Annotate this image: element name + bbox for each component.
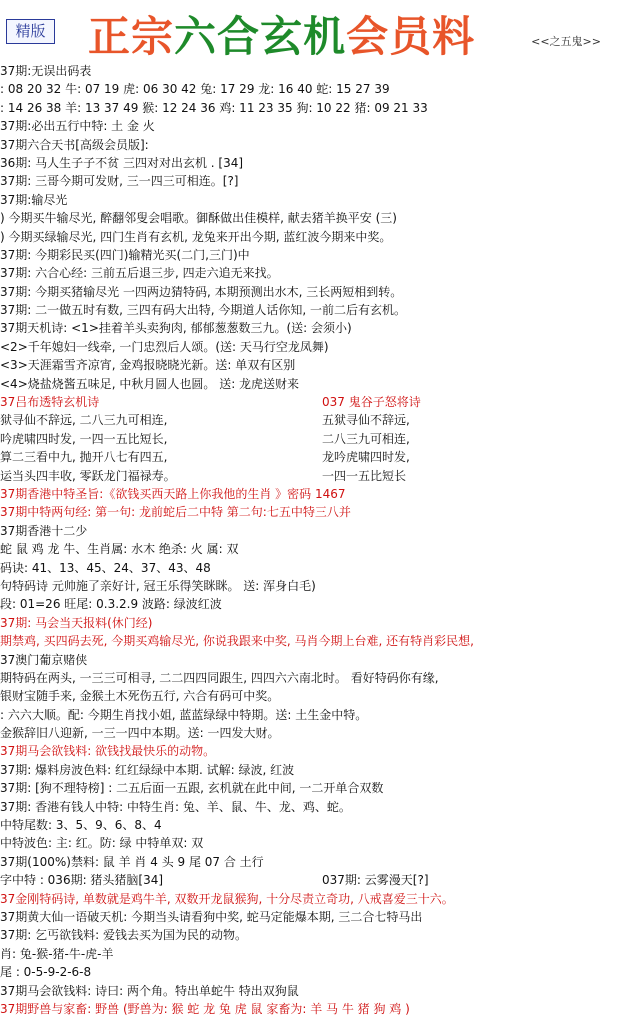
text-line: 37期马会欲钱料: 诗曰: 两个角。特出单蛇牛 特出双狗鼠: [0, 983, 299, 998]
text-line: 37期天机诗: <1>挂着羊头卖狗肉, 郁郁葱葱数三九。(送: 会须小): [0, 321, 352, 336]
content-body: [0, 62, 621, 1018]
text-line: 36期: 马人生子子不贫 三四对对出玄机 . [34]: [0, 155, 244, 170]
text-line: 37期: 六合心经: 三前五后退三步, 四走六追无来找。: [0, 266, 279, 281]
text-line: 37期: 乞丐欲钱料: 爱钱去买为国为民的动物。: [0, 928, 247, 943]
text-line: <3>天涯霜雪齐凉宵, 金鸡报晓晓光新。送: 单双有区别: [0, 358, 296, 373]
left-cell: 狱寻仙不辞远, 二八三九可相连,: [0, 413, 168, 428]
right-cell: 一四一五比短长: [322, 468, 407, 483]
title-char: 合: [217, 12, 261, 61]
text-line: <4>烧盐烧酱五味足, 中秋月圆人也圆。 送: 龙虎送财来: [0, 376, 300, 391]
right-cell: 龙吟虎啸四时发,: [322, 450, 410, 465]
text-line: 37期中特两句经: 第一句: 龙前蛇后二中特 第二句:七五中特三八并: [0, 505, 351, 520]
text-line: 中特波色: 主: 红。防: 绿 中特单双: 双: [0, 836, 204, 851]
text-line: 37期: 二一做五时有数, 三四有码大出特, 今期道人话你知, 一前二后有玄机。: [0, 303, 407, 318]
title-char: 会: [346, 12, 390, 61]
text-line: 37期: 爆料房波色料: 红红绿绿中本期. 试解: 绿波, 红波: [0, 762, 295, 777]
text-line: 37期香港十二少: [0, 523, 88, 538]
text-line: <2>千年媳妇一线牵, 一门忠烈后人颂。(送: 天马行空龙凤舞): [0, 339, 329, 354]
text-line: 37期黄大仙一语破天机: 今期当头请看狗中奖, 蛇马定能爆本期, 三二合七特马出: [0, 909, 423, 924]
page-title: [88, 4, 475, 64]
text-line: 37期:无误出码表: [0, 64, 92, 78]
text-line: 尾 : 0-5-9-2-6-8: [0, 965, 92, 980]
text-line: 期特码在两头, 一三三可相寻, 二二四四同跟生, 四四六六南北时。 看好特码你有缘,: [0, 670, 439, 685]
text-line: : 六六大顺。配: 今期生肖找小姐, 蓝蓝绿绿中特期。送: 土生金中特。: [0, 707, 368, 722]
text-line: 期禁鸡, 买四码去死, 今期买鸡输尽光, 你说我跟来中奖, 马肖今期上台难, 还有特肖彩民想,: [0, 634, 474, 649]
text-line: 37澳门葡京赌侠: [0, 652, 88, 667]
two-column-row: [0, 871, 621, 889]
text-line: 37期: 马会当天报料(休门经): [0, 615, 153, 630]
text-line: 37期马会欲钱料: 欲钱找最快乐的动物。: [0, 744, 216, 759]
text-line: 蛇 鼠 鸡 龙 牛、生肖属: 水木 绝杀: 火 属: 双: [0, 542, 239, 557]
text-line: ) 今期买绿输尽光, 四门生肖有玄机, 龙兔来开出今期, 蓝红波今期来中奖。: [0, 229, 392, 244]
text-line: 37期(100%)禁料: 鼠 羊 肖 4 头 9 尾 07 合 土行: [0, 854, 264, 869]
title-char: 机: [303, 12, 347, 61]
text-line: 37期: 今期彩民买(四门)输精光买(二门,三门)中: [0, 247, 250, 262]
two-column-row: [0, 393, 621, 411]
text-line: : 08 20 32 牛: 07 19 虎: 06 30 42 兔: 17 29 龙: 16 40 蛇: 15 27 39: [0, 82, 390, 97]
text-line: 中特尾数: 3、5、9、6、8、4: [0, 818, 162, 833]
two-column-row: [0, 467, 621, 485]
text-line: 37期野兽与家畜: 野兽 (野兽为: 猴 蛇 龙 兔 虎 鼠 家畜为: 羊 马 牛 猪 狗 鸡 ): [0, 1001, 410, 1016]
left-cell: 吟虎啸四时发, 一四一五比短长,: [0, 431, 168, 446]
title-char: 料: [432, 12, 476, 61]
text-line: 37期:输尽光: [0, 192, 68, 207]
title-char: 正: [88, 12, 132, 61]
page-header: [0, 0, 621, 62]
text-line: 37期香港中特圣旨:《欲钱买西天路上你我他的生肖 》密码 1467: [0, 486, 346, 501]
text-line: : 14 26 38 羊: 13 37 49 猴: 12 24 36 鸡: 11 23 35 狗: 10 22 猪: 09 21 33: [0, 100, 428, 115]
left-cell: 字中特 : 036期: 猪头猪脑[34]: [0, 873, 164, 888]
title-char: 宗: [131, 12, 175, 61]
text-line: 37期六合天书[高级会员版]:: [0, 137, 149, 152]
title-char: 玄: [260, 12, 304, 61]
right-cell: 037 鬼谷子怒将诗: [322, 395, 421, 410]
text-line: 码诀: 41、13、45、24、37、43、48: [0, 560, 211, 575]
author-tag: <<之五鬼>>: [531, 35, 601, 48]
text-line: 37期:必出五行中特: 土 金 火: [0, 119, 155, 134]
text-line: 肖: 兔-猴-猪-牛-虎-羊: [0, 946, 114, 961]
text-line: 段: 01=26 旺尾: 0.3.2.9 波路: 绿波红波: [0, 597, 222, 612]
left-cell: 37吕布透特玄机诗: [0, 395, 100, 410]
text-line: 37期: 三哥今期可发财, 三一四三可相连。[?]: [0, 174, 239, 189]
text-line: 句特码诗 元帅施了亲好计, 冠王乐得笑眯眯。 送: 浑身白毛): [0, 578, 316, 593]
text-line: 银财宝随手来, 金猴土木死伤五行, 六合有码可中奖。: [0, 689, 280, 704]
text-line: 37期: 今期买猪输尽光 一四两边猜特码, 本期预测出水木, 三长两短相到转。: [0, 284, 403, 299]
left-cell: 算二三看中九, 抛开八七有四五,: [0, 450, 168, 465]
right-cell: 037期: 云雾漫天[?]: [322, 873, 429, 888]
title-char: 员: [389, 12, 433, 61]
text-line: ) 今期买牛输尽光, 醉翻邻叟会唱歌。御酥做出佳模样, 献去猪羊换平安 (三): [0, 211, 397, 226]
two-column-row: [0, 448, 621, 466]
text-line: 37期: [狗不理特榜] : 二五后面一五跟, 玄机就在此中间, 一二开单合双数: [0, 781, 384, 796]
edition-badge: 精版: [6, 19, 55, 44]
text-line: 37金刚特码诗, 单数就是鸡牛羊, 双数开龙鼠猴狗, 十分尽责立奇功, 八戒喜爱三十六。: [0, 891, 454, 906]
two-column-row: [0, 430, 621, 448]
text-line: 金猴辞旧八迎新, 一三一四中本期。送: 一四发大财。: [0, 726, 280, 741]
left-cell: 运当头四丰收, 零跃龙门福禄寿。: [0, 468, 176, 483]
right-cell: 二八三九可相连,: [322, 431, 410, 446]
text-line: 37期: 香港有钱人中特: 中特生肖: 兔、羊、鼠、牛、龙、鸡、蛇。: [0, 799, 351, 814]
right-cell: 五狱寻仙不辞远,: [322, 413, 410, 428]
title-char: 六: [174, 12, 218, 61]
two-column-row: [0, 411, 621, 429]
